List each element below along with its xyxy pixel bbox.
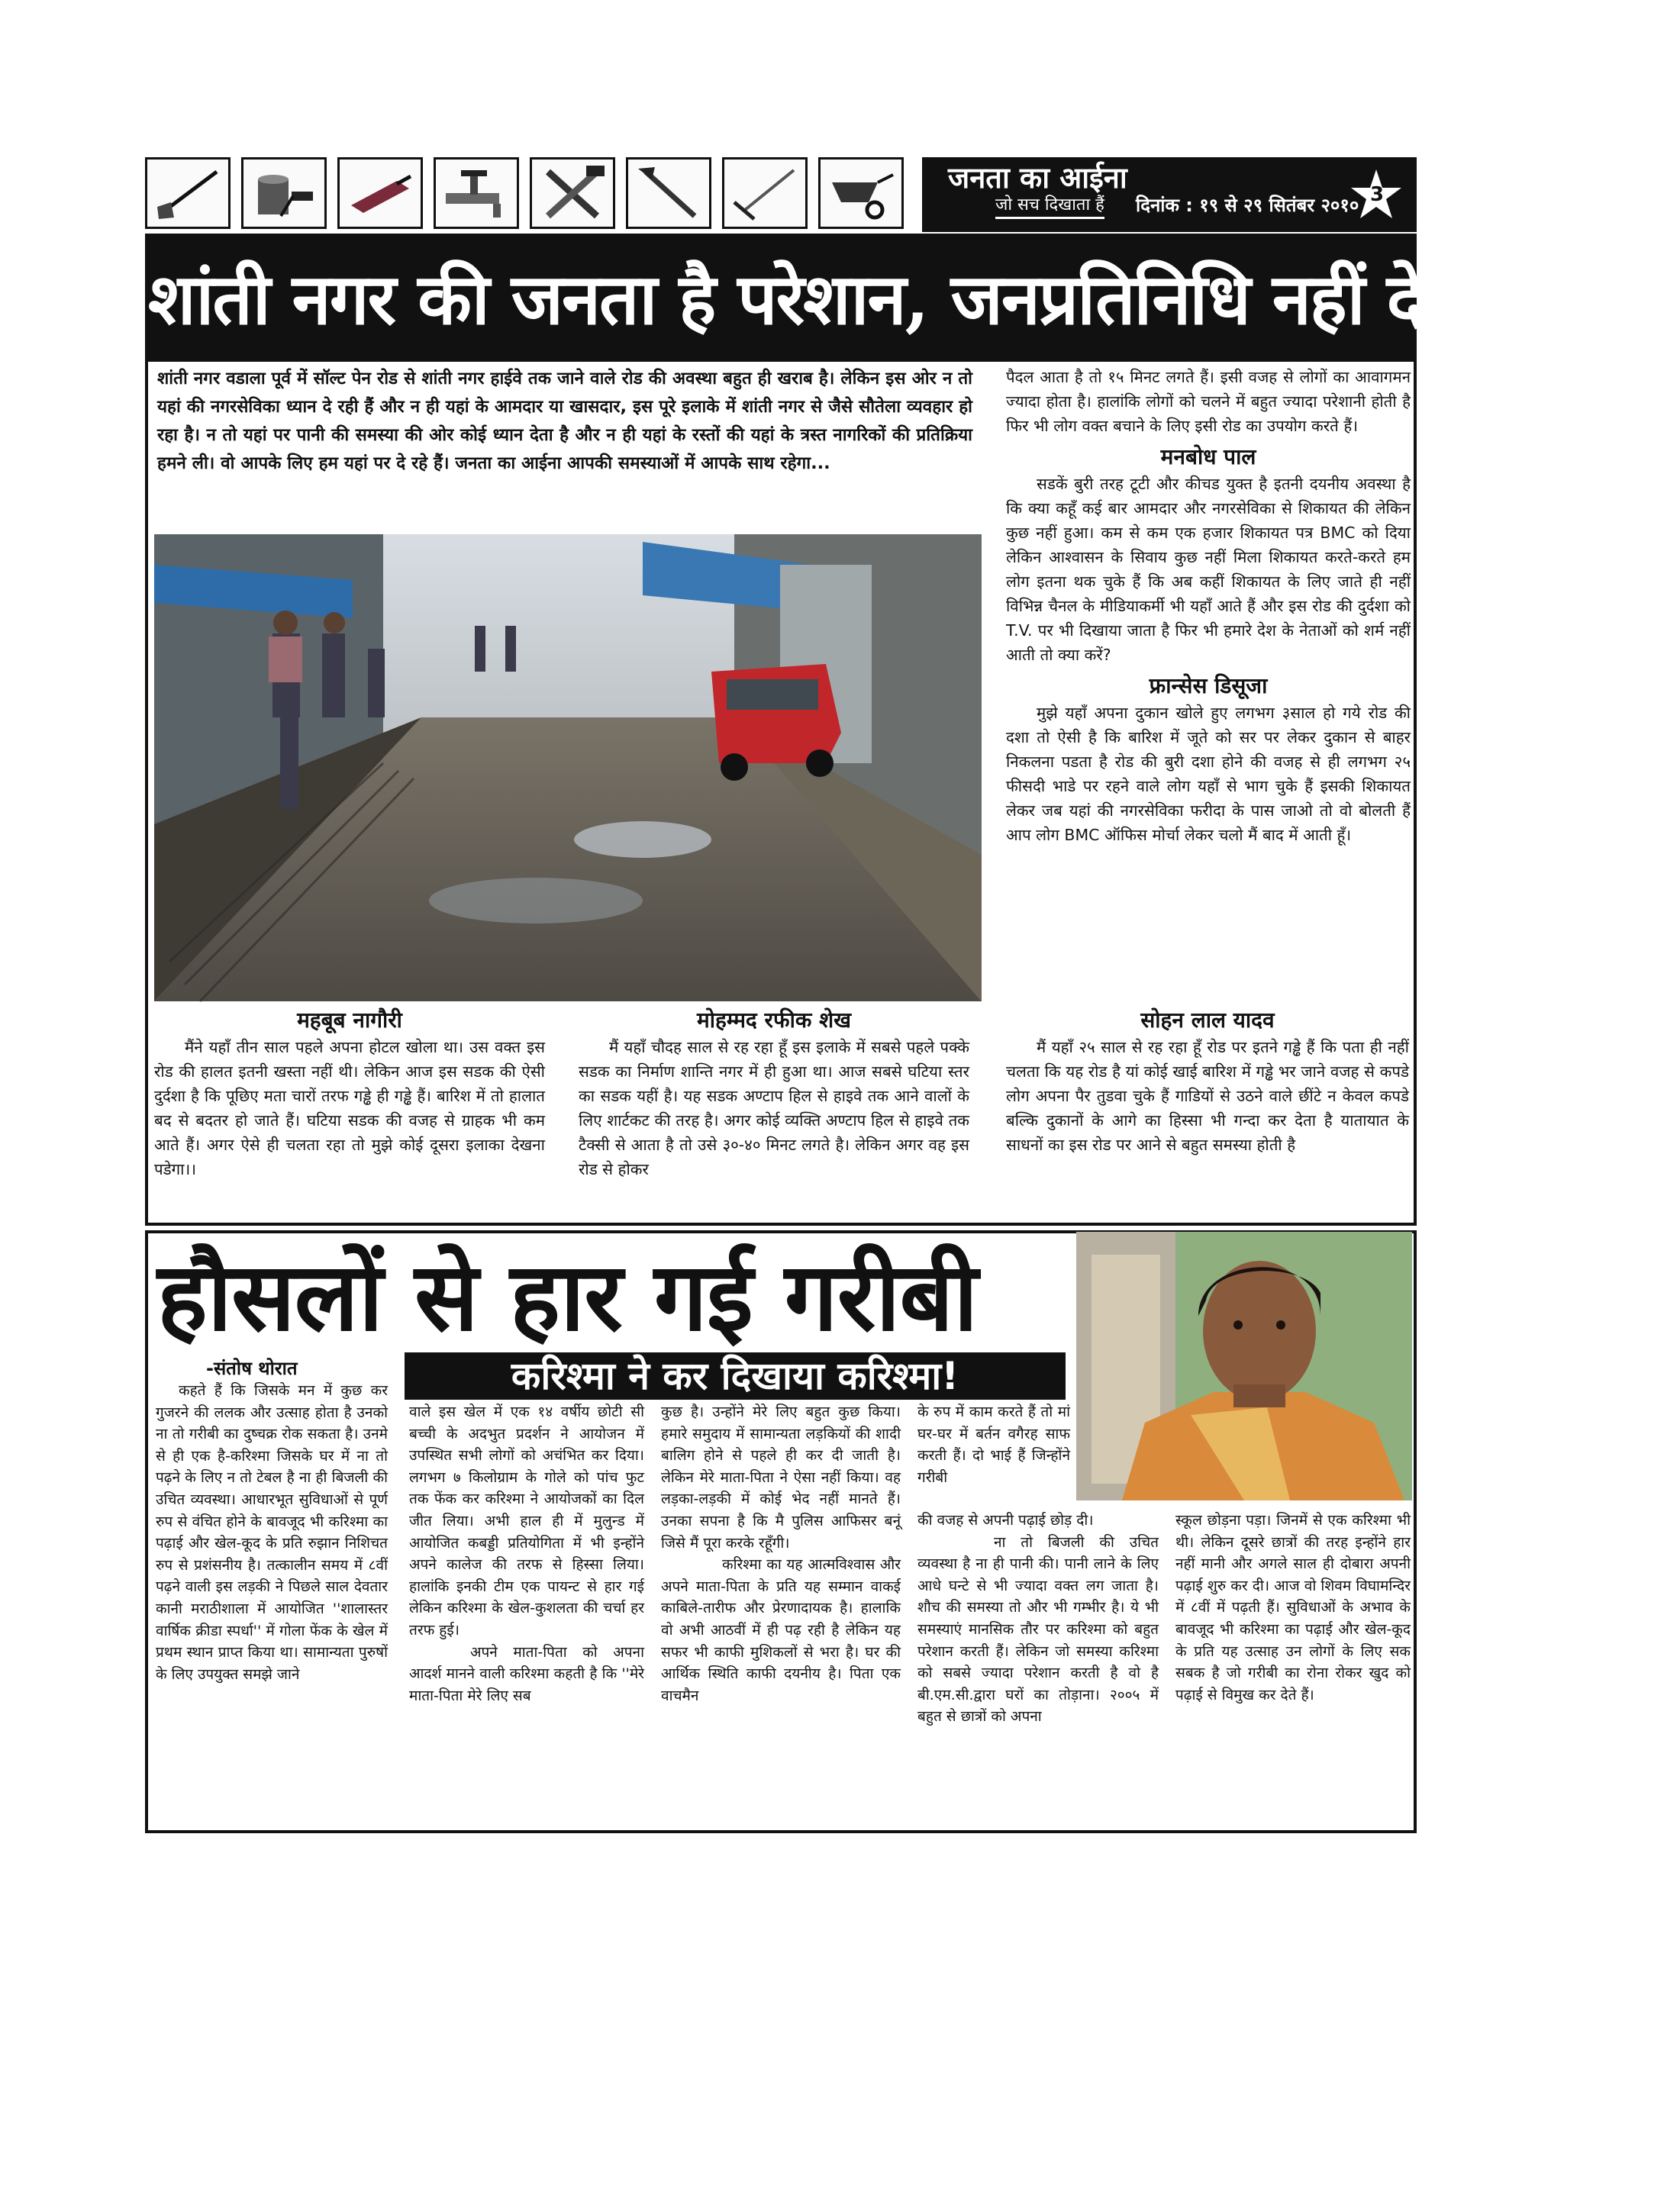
- quote-text: सडकें बुरी तरह टूटी और कीचड युक्त है इतनी दयनीय अवस्था है कि क्या कहूँ कई बार आमदार और नगरसेविका से शिकायत की लेकिन कुछ नहीं हुआ। कम से कम एक हजार शिकायत पत्र BMC को दिया लेकिन आश्वासन के सिवाय कुछ नहीं मिला शिकायत करते-करते हम लोग इतना थक चुके हैं कि अब कहीं शिकायत के लिए जाते ही नहीं विभिन्न चैनल के मीडियाकर्मी भी यहाँ आते हैं और इस रोड की दुर्दशा को T.V. पर भी दिखाया जाता है फिर भी हमारे देश के नेताओं को शर्म नहीं आती तो क्या करें?: [1006, 475, 1411, 664]
- article-paragraph: वाले इस खेल में एक १४ वर्षीय छोटी सी बच्ची के अदभुत प्रदर्शन ने आयोजन में उपस्थित सभी लोगों को अचंभित कर दिया। लगभग ७ किलोग्राम के गोले को पांच फुट तक फेंक कर करिश्मा ने आयोजकों का दिल जीत लिया। अभी हाल ही में मुलुन्ड में आयोजित कबड्डी प्रतियोगिता में भी इन्होंने अपने कालेज की तरफ से हिस्सा लिया। हालांकि इनकी टीम एक पायन्ट से हार गई लेकिन करिश्मा के खेल-कुशलता की चर्चा हर तरफ हुई।: [409, 1404, 644, 1639]
- article-paragraph: करिश्मा का यह आत्मविश्वास और अपने माता-पिता के प्रति यह सम्मान वाकई काबिले-तारीफ और प्रेरणादायक है। हालाकि वो अभी आठवीं में ही पढ़ रही है लेकिन यह सफर भी काफी मुशिकलों से भरा है। घर की आर्थिक स्थिति काफी दयनीय है। पिता एक वाचमैन: [661, 1556, 901, 1704]
- quote-name: महबूब नागौरी: [297, 1007, 402, 1033]
- quote-name: मनबोध पाल: [1160, 444, 1256, 469]
- quote-text: मैं यहाँ २५ साल से रह रहा हूँ रोड पर इतने गड्ढे हैं कि पता ही नहीं चलता कि यह रोड है यां कोई खाई बारिश में गड्ढे भर जाने वजह से कपडे लोग अपना पैर तुडवा चुके हैं गाडियों से उठने वाले छींटे न केवल कपडे बल्कि दुकानों के आगे का हिस्सा भी गन्दा कर देता है यातायात के साधनों का इस रोड पर आने से बहुत समस्या होती है: [1006, 1038, 1409, 1154]
- karishma-portrait-photo: [1076, 1232, 1412, 1500]
- author-byline: -संतोष थोरात: [206, 1358, 298, 1379]
- wrench-hammer-icon: [530, 157, 615, 229]
- article-column-1: कहते हैं कि जिसके मन में कुछ कर गुजरने की ललक और उत्साह होता है उनको ना तो गरीबी का दुष्चक्र रोक सकता है। उनमे से ही एक है-करिश्मा जिसके घर में ना तो पढ़ने के लिए न तो टेबल है ना ही बिजली की उचित व्यवस्था। आधारभूत सुविधाओं से पूर्ण रुप से वंचित होने के बावजूद भी करिश्मा का पढ़ाई और खेल-कूद के प्रति रुझान निशिचत रुप से प्रशंसनीय है। तत्कालीन समय में ८वीं पढ़ने वाली इस लड़की ने पिछले साल देवतार कानी मराठीशाला में आयोजित ''शालास्तर वार्षिक क्रीडा स्पर्धा'' में गोला फेंक के खेल में प्रथम स्थान प्राप्त किया था। सामान्यता पुरुषों के लिए उपयुक्त समझे जाने: [156, 1382, 388, 1683]
- story-subheadline: करिश्मा ने कर दिखाया करिश्मा!: [405, 1352, 1066, 1400]
- article-paragraph: कुछ है। उन्होंने मेरे लिए बहुत कुछ किया। हमारे समुदाय में सामान्यता लड़कियों की शादी बालिग होने से पहले ही कर दी जाती है। लेकिन मेरे माता-पिता ने ऐसा नहीं किया। वह लड़का-लड़की में कोई भेद नहीं मानते हैं। उनका सपना है कि मै पुलिस आफिसर बनूं जिसे मैं पूरा करके रहूँगी।: [661, 1404, 901, 1552]
- article-column-4: [917, 1510, 1159, 1728]
- paint-bucket-icon: [241, 157, 327, 229]
- article-column-5: स्कूल छोड़ना पड़ा। जिनमें से एक करिश्मा भी थी। लेकिन दूसरे छात्रों की तरह इन्होंने हार नहीं मानी और अगले साल ही दोबारा अपनी पढ़ाई शुरु कर दी। आज वो शिवम विघामन्दिर में ८वीं में पढ़ती हैं। सुविधाओं के अभाव के बावजूद भी करिश्मा का पढ़ाई और खेल-कूद के प्रति यह उत्साह उन लोगों के लिए सक सबक है जो गरीबी का रोना रोकर खुद को पढ़ाई से विमुख कर देते हैं।: [1175, 1512, 1411, 1703]
- article-column-2: [409, 1401, 644, 1707]
- article-column-3: [661, 1401, 901, 1707]
- water-tap-icon: [434, 157, 519, 229]
- quote-block: [579, 1006, 969, 1181]
- story-headline: हौसलों से हार गई गरीबी: [157, 1242, 978, 1352]
- page-number: 3: [1369, 183, 1385, 206]
- quote-block: [154, 1006, 545, 1181]
- quote-name: मोहम्मद रफीक शेख: [696, 1007, 852, 1033]
- right-column: [1006, 365, 1411, 847]
- pipe-wrench-icon: [626, 157, 711, 229]
- rake-icon: [722, 157, 808, 229]
- quote-block: [1006, 1006, 1409, 1157]
- brick-trowel-icon: [337, 157, 423, 229]
- article-paragraph: ना तो बिजली की उचित व्यवस्था है ना ही पानी की। पानी लाने के लिए आधे घन्टे से भी ज्यादा वक्त लग जाता है। शौच की समस्या तो और भी गम्भीर है। ये भी समस्याएं मानसिक तौर पर करिश्मा को बहुत परेशान करती हैं। लेकिन जो समस्या करिश्मा को सबसे ज्यादा परेशान करती है वो है बी.एम.सी.द्वारा घरों का तोड़ाना। २००५ में बहुत से छात्रों को अपना: [917, 1533, 1159, 1726]
- article-paragraph: अपने माता-पिता को अपना आदर्श मानने वाली करिश्मा कहती है कि ''मेरे माता-पिता मेरे लिए सब: [409, 1643, 644, 1704]
- article-column-4a: के रुप में काम करते हैं तो मां घर-घर में बर्तन वगैरह साफ करती हैं। दो भाई हैं जिन्होंने गरीबी: [917, 1404, 1070, 1486]
- tool-icon-strip: [145, 157, 922, 232]
- wheelbarrow-icon: [818, 157, 904, 229]
- article-paragraph: की वजह से अपनी पढ़ाई छोड़ दी।: [917, 1512, 1094, 1529]
- quote-name: फ्रान्सेस डिसूजा: [1149, 673, 1268, 698]
- quote-columns: [154, 1006, 1409, 1227]
- quote-text: मैंने यहाँ तीन साल पहले अपना होटल खोला था। उस वक्त इस रोड की हालत इतनी खस्ता नहीं थी। लेकिन आज इस सडक की ऐसी दुर्दशा है कि पूछिए मता चारों तरफ गड्ढे ही गड्ढे हैं। बारिश में तो हालात बद से बदतर हो जाते हैं। घटिया सडक की वजह से ग्राहक भी कम आते हैं। अगर ऐसे ही चलता रहा तो मुझे कोई दूसरा इलाका देखना पडेगा।।: [154, 1038, 545, 1178]
- quote-text: मुझे यहाँ अपना दुकान खोले हुए लगभग ३साल हो गये रोड की दशा तो ऐसी है कि बारिश में जूते को सर पर लेकर दुकान से बाहर निकलना पडता है रोड की बुरी दशा होने की वजह से ही लगभग २५ फीसदी भाडे पर रहने वाले लोग यहाँ से भाग चुके हैं इसकी शिकायत लेकर जब यहां की नगरसेविका फरीदा के पास जाओ तो वो बोलती हैं आप लोग BMC ऑफिस मोर्चा लेकर चलो मैं बाद में आती हूँ।: [1006, 704, 1411, 844]
- hoe-icon: [145, 157, 231, 229]
- masthead: [922, 157, 1417, 232]
- road-photo: [154, 534, 982, 1001]
- newspaper-tagline: जो सच दिखाता हैं: [995, 194, 1104, 219]
- story-headline: शांती नगर की जनता है परेशान, जनप्रतिनिधि नहीं दे रहे ध्यान!: [148, 237, 1414, 362]
- continued-text: पैदल आता है तो १५ मिनट लगते हैं। इसी वजह से लोगों का आवागमन ज्यादा होता है। हालांकि लोगों को चलने में बहुत ज्यादा परेशानी होती है फिर भी लोग वक्त बचाने के लिए इसी रोड का उपयोग करते हैं।: [1006, 368, 1411, 435]
- quote-name: सोहन लाल यादव: [1140, 1007, 1275, 1033]
- story-intro: शांती नगर वडाला पूर्व में सॉल्ट पेन रोड से शांती नगर हाईवे तक जाने वाले रोड की अवस्था बहुत ही खराब है। लेकिन इस ओर न तो यहां की नगरसेविका ध्यान दे रही हैं और न ही यहां के आमदार या खासदार, इस पूरे इलाके में शांती नगर से जैसे सौतेला व्यवहार हो रहा है। न तो यहां पर पानी की समस्या की ओर कोई ध्यान देता है और न ही यहां के रस्तों की यहां के त्रस्त नागरिकों की प्रतिक्रिया हमने ली। वो आपके लिए हम यहां पर दे रहे हैं। जनता का आईना आपकी समस्याओं में आपके साथ रहेगा...: [157, 369, 972, 473]
- newspaper-title: जनता का आईना: [948, 160, 1127, 195]
- quote-text: मैं यहाँ चौदह साल से रह रहा हूँ इस इलाके में सबसे पहले पक्के सडक का निर्माण शान्ति नगर में ही हुआ था। आज सबसे घटिया स्तर का सडक यहीं है। यह सडक अण्टाप हिल से हाइवे तक आने वालों के लिए शार्टकट की तरह है। अगर कोई व्यक्ति अण्टाप हिल से हाइवे तक टैक्सी से आता है तो उसे ३०-४० मिनट लगते है। लेकिन अगर वह इस रोड से होकर: [579, 1038, 969, 1178]
- issue-date: दिनांक : १९ से २९ सितंबर २०१०: [1136, 195, 1359, 216]
